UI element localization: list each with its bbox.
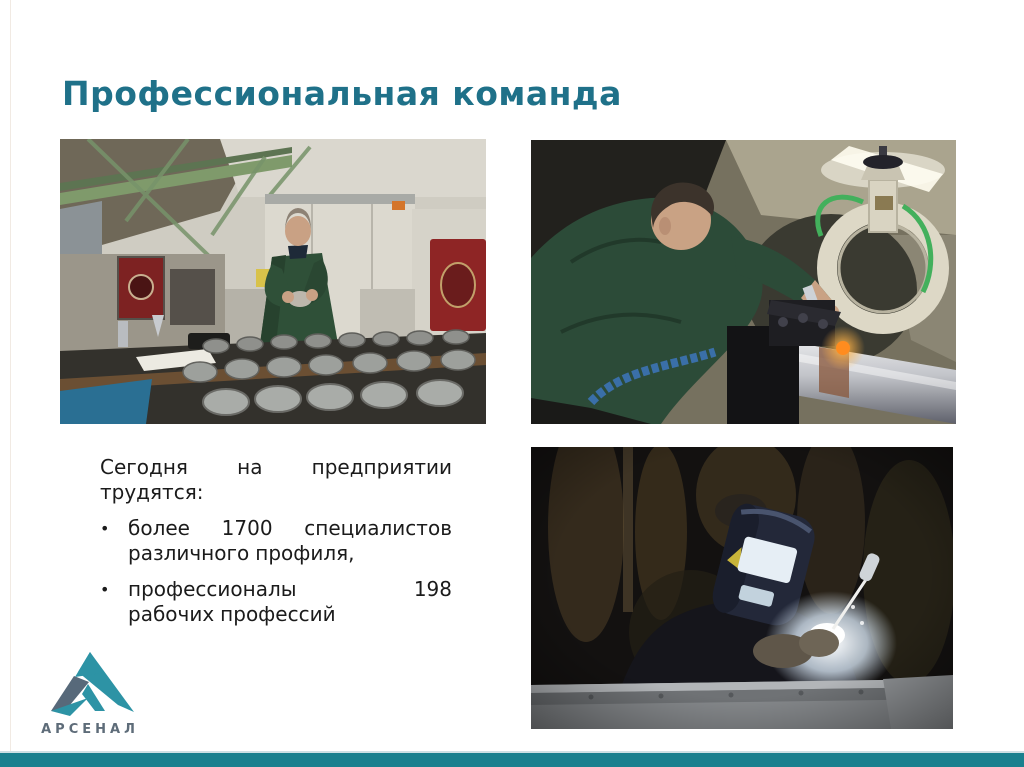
arsenal-triangle-icon: [44, 648, 136, 718]
photo-workshop-parts: [60, 139, 486, 424]
body-line: трудятся:: [100, 480, 204, 504]
body-paragraph: [100, 455, 452, 505]
body-text-block: [100, 455, 452, 638]
arsenal-logo-text: АРСЕНАЛ: [41, 722, 139, 737]
body-paragraph: [100, 577, 452, 627]
body-line: Сегодня на предприятии: [100, 455, 452, 479]
body-line: профессионалы 198: [128, 577, 452, 601]
body-line: более 1700 специалистов: [128, 516, 452, 540]
photo-lathe-operator: [531, 140, 956, 424]
photo-welder: [531, 447, 953, 729]
body-line: различного профиля,: [128, 541, 355, 565]
body-line: рабочих профессий: [128, 602, 336, 626]
bullet-marker: •: [100, 580, 110, 599]
bullet-marker: •: [100, 519, 110, 538]
footer-accent-bar: [0, 753, 1024, 767]
left-edge-line: [10, 0, 11, 767]
page-title: Профессиональная команда: [62, 74, 622, 113]
body-paragraph: [100, 516, 452, 566]
arsenal-logo: [35, 648, 145, 737]
